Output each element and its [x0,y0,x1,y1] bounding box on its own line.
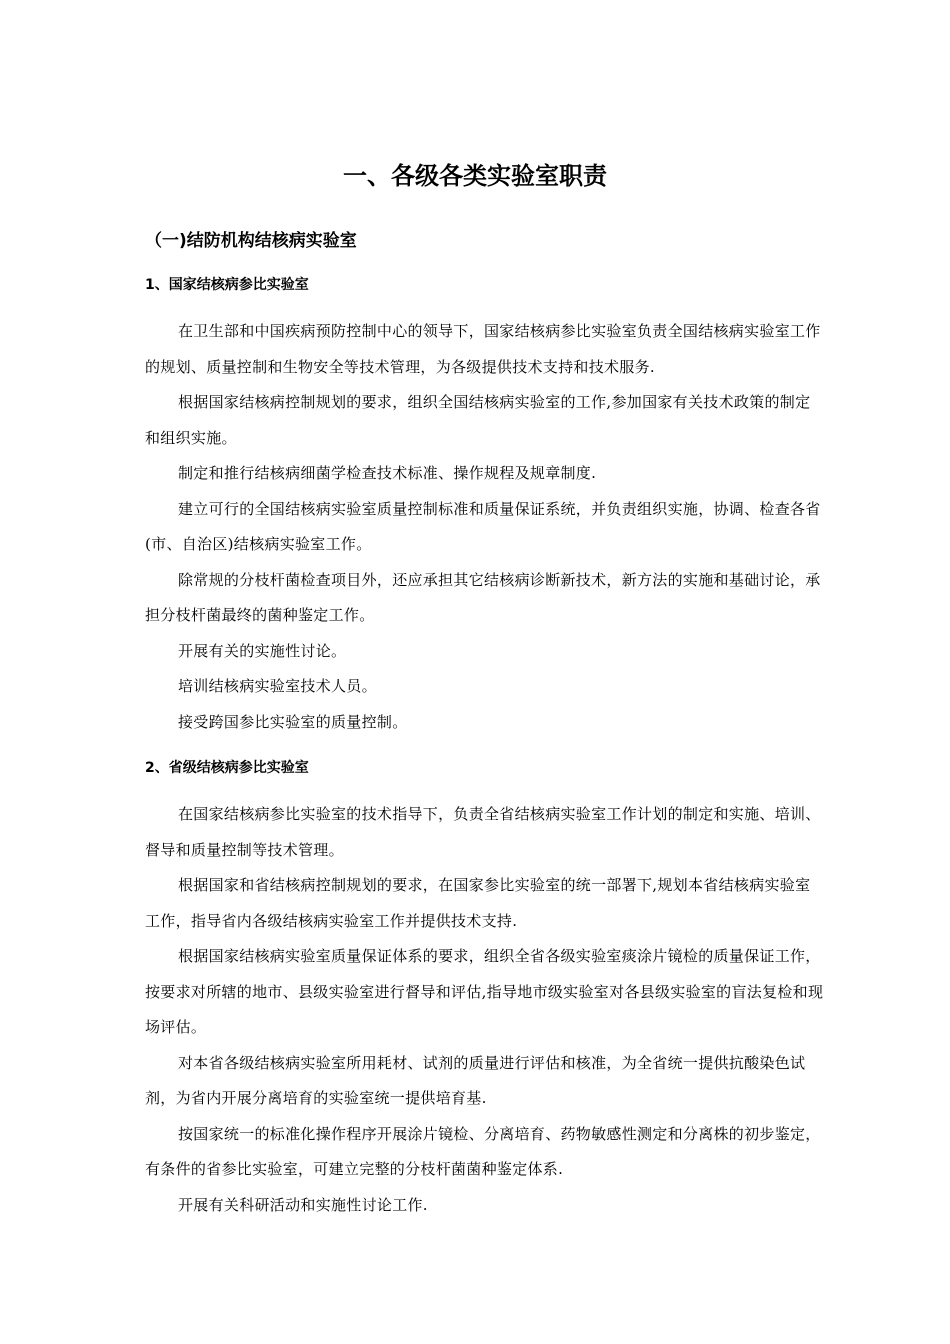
provincial-lab-duties [145,797,825,1223]
paragraph: 建立可行的全国结核病实验室质量控制标准和质量保证系统，并负责组织实施，协调、检查各省(市、自治区)结核病实验室工作。 [145,499,821,553]
paragraph: 除常规的分枝杆菌检查项目外，还应承担其它结核病诊断新技术，新方法的实施和基础讨论，承担分枝杆菌最终的菌种鉴定工作。 [145,570,821,624]
paragraph: 培训结核病实验室技术人员。 [178,677,377,695]
page-title: 一、各级各类实验室职责 [343,162,607,190]
paragraph: 制定和推行结核病细菌学检查技术标准、操作规程及规章制度. [178,464,597,482]
national-lab-duties [145,314,825,740]
paragraph: 在国家结核病参比实验室的技术指导下，负责全省结核病实验室工作计划的制定和实施、培训、督导和质量控制等技术管理。 [145,805,821,859]
paragraph: 在卫生部和中国疾病预防控制中心的领导下，国家结核病参比实验室负责全国结核病实验室工作的规划、质量控制和生物安全等技术管理，为各级提供技术支持和技术服务. [145,322,821,376]
subsection-heading-provincial: 2、省级结核病参比实验室 [145,760,309,776]
subsection-heading-national: 1、国家结核病参比实验室 [145,277,309,293]
paragraph: 根据国家和省结核病控制规划的要求，在国家参比实验室的统一部署下,规划本省结核病实验室工作，指导省内各级结核病实验室工作并提供技术支持. [145,876,811,930]
paragraph: 接受跨国参比实验室的质量控制。 [178,712,408,731]
paragraph: 开展有关的实施性讨论。 [178,641,347,660]
paragraph: 根据国家结核病控制规划的要求，组织全国结核病实验室的工作,参加国家有关技术政策的制定和组织实施。 [145,393,811,447]
paragraph: 根据国家结核病实验室质量保证体系的要求，组织全省各级实验室痰涂片镜检的质量保证工作，按要求对所辖的地市、县级实验室进行督导和评估,指导地市级实验室对各县级实验室的盲法复检和现场评估。 [145,947,824,1036]
paragraph: 按国家统一的标准化操作程序开展涂片镜检、分离培育、药物敏感性测定和分离株的初步鉴定，有条件的省参比实验室，可建立完整的分枝杆菌菌种鉴定体系. [145,1124,821,1178]
paragraph: 对本省各级结核病实验室所用耗材、试剂的质量进行评估和核准，为全省统一提供抗酸染色试剂，为省内开展分离培育的实验室统一提供培育基. [145,1053,806,1107]
paragraph: 开展有关科研活动和实施性讨论工作. [178,1195,428,1214]
section-heading: （一)结防机构结核病实验室 [145,231,357,251]
